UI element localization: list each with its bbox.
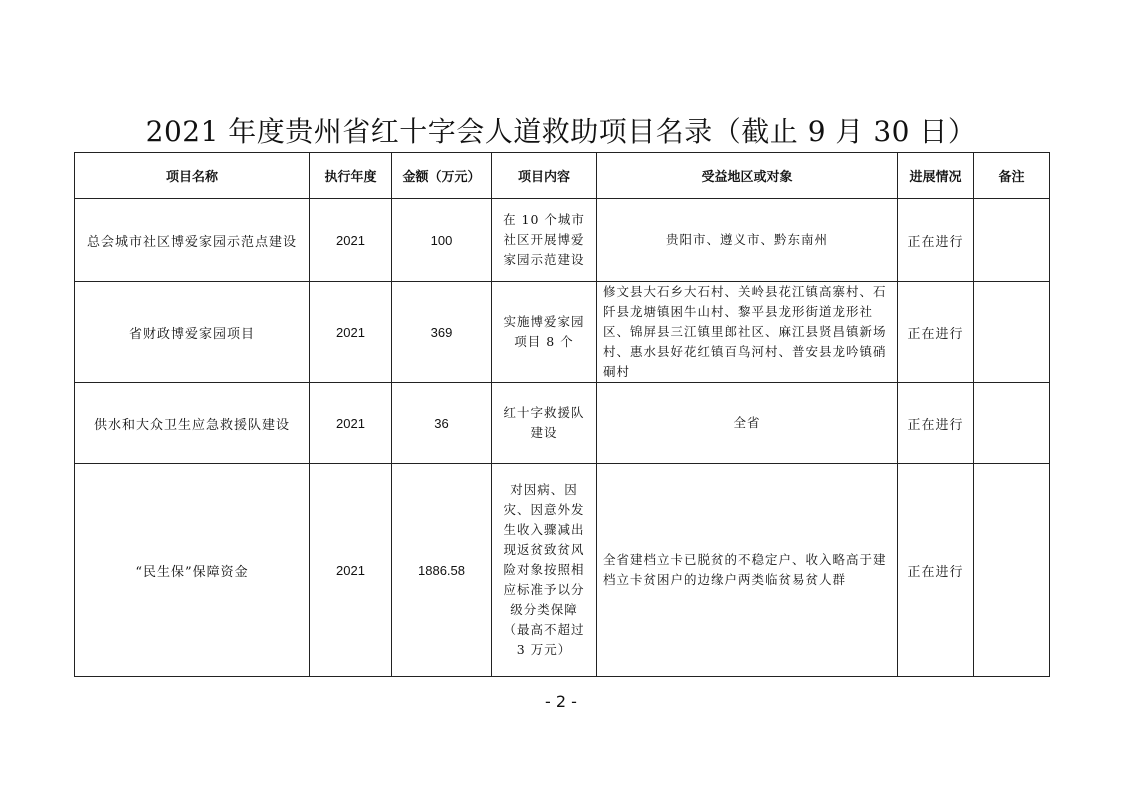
cell-year: 2021 bbox=[310, 383, 392, 464]
cell-content: 实施博爱家园项目 8 个 bbox=[492, 282, 597, 383]
cell-content: 红十字救援队建设 bbox=[492, 383, 597, 464]
cell-project-name: “民生保”保障资金 bbox=[75, 464, 310, 677]
document-title: 2021 年度贵州省红十字会人道救助项目名录（截止 9 月 30 日） bbox=[145, 115, 977, 148]
cell-year: 2021 bbox=[310, 282, 392, 383]
cell-status: 正在进行 bbox=[898, 383, 974, 464]
cell-year: 2021 bbox=[310, 199, 392, 282]
cell-project-name: 省财政博爱家园项目 bbox=[75, 282, 310, 383]
cell-note bbox=[974, 199, 1050, 282]
table-row bbox=[75, 199, 1050, 282]
header-amount: 金额（万元） bbox=[392, 153, 492, 199]
cell-amount: 100 bbox=[392, 199, 492, 282]
cell-region: 贵阳市、遵义市、黔东南州 bbox=[597, 199, 898, 282]
table-header-row bbox=[75, 153, 1050, 199]
table-row bbox=[75, 464, 1050, 677]
cell-project-name: 供水和大众卫生应急救援队建设 bbox=[75, 383, 310, 464]
header-year: 执行年度 bbox=[310, 153, 392, 199]
cell-status: 正在进行 bbox=[898, 199, 974, 282]
cell-project-name: 总会城市社区博爱家园示范点建设 bbox=[75, 199, 310, 282]
cell-region: 修文县大石乡大石村、关岭县花江镇高寨村、石阡县龙塘镇困牛山村、黎平县龙形街道龙形社区、锦屏县三江镇里郎社区、麻江县贤昌镇新场村、惠水县好花红镇百鸟河村、普安县龙吟镇硝硐村 bbox=[597, 282, 898, 383]
cell-year: 2021 bbox=[310, 464, 392, 677]
project-table bbox=[74, 152, 1050, 677]
cell-note bbox=[974, 464, 1050, 677]
cell-content: 对因病、因灾、因意外发生收入骤减出现返贫致贫风险对象按照相应标准予以分级分类保障（最高不超过 3 万元） bbox=[492, 464, 597, 677]
header-project-name: 项目名称 bbox=[75, 153, 310, 199]
cell-amount: 1886.58 bbox=[392, 464, 492, 677]
header-note: 备注 bbox=[974, 153, 1050, 199]
cell-amount: 369 bbox=[392, 282, 492, 383]
cell-content: 在 10 个城市社区开展博爱家园示范建设 bbox=[492, 199, 597, 282]
header-content: 项目内容 bbox=[492, 153, 597, 199]
cell-region: 全省 bbox=[597, 383, 898, 464]
header-status: 进展情况 bbox=[898, 153, 974, 199]
cell-note bbox=[974, 383, 1050, 464]
header-region: 受益地区或对象 bbox=[597, 153, 898, 199]
page-number: - 2 - bbox=[545, 692, 577, 711]
cell-region: 全省建档立卡已脱贫的不稳定户、收入略高于建档立卡贫困户的边缘户两类临贫易贫人群 bbox=[597, 464, 898, 677]
cell-note bbox=[974, 282, 1050, 383]
table-row bbox=[75, 383, 1050, 464]
cell-amount: 36 bbox=[392, 383, 492, 464]
cell-status: 正在进行 bbox=[898, 282, 974, 383]
table-row bbox=[75, 282, 1050, 383]
cell-status: 正在进行 bbox=[898, 464, 974, 677]
